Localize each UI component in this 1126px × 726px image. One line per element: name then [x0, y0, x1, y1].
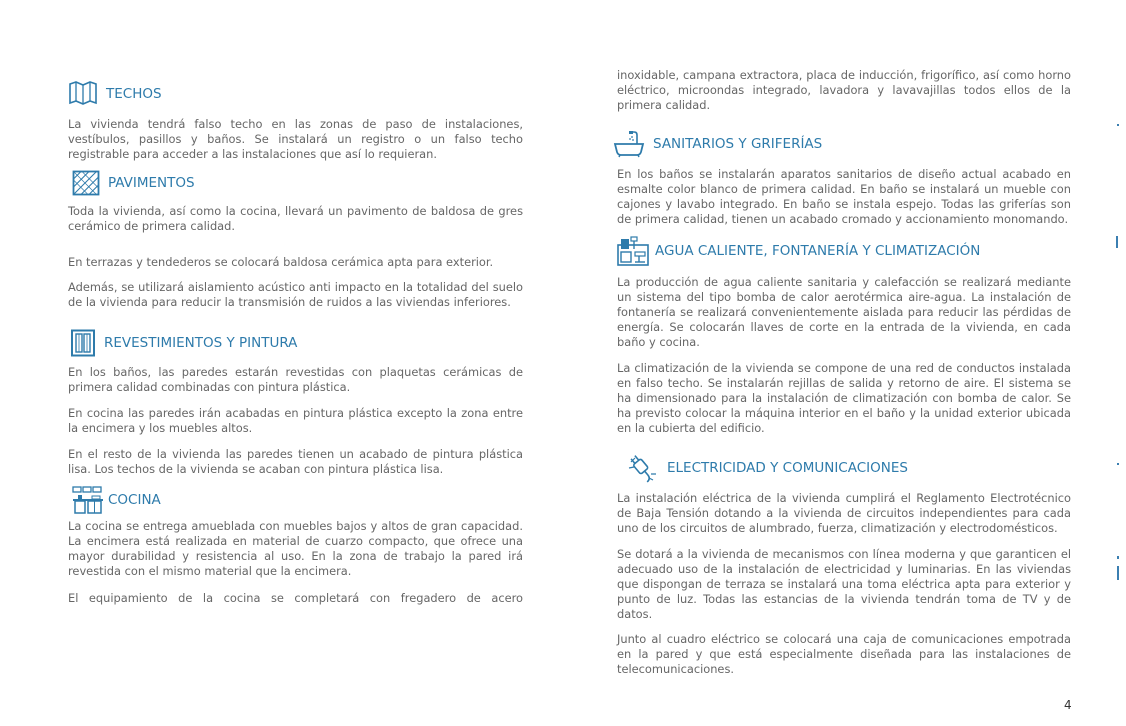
section-title: PAVIMENTOS [108, 175, 195, 191]
edge-fragment [1117, 556, 1119, 559]
section-title: SANITARIOS Y GRIFERÍAS [653, 136, 823, 152]
section-heading-sanitarios [613, 130, 822, 158]
water-heater-icon [617, 236, 649, 266]
paragraph: Se dotará a la vivienda de mecanismos con línea moderna y que garanticen el adecuado uso de la instalación de electricidad y luminarias. En las viviendas que dispongan de terraza se instalará una toma eléctrica apta para exterior y punto de luz. Todas las estancias de la vivienda tendrán toma de TV y de datos. [617, 547, 1071, 621]
section-heading-techos [68, 81, 162, 107]
paragraph: En el resto de la vivienda las paredes tienen un acabado de pintura plástica lisa. Los techos de la vivienda se acaban con pintura plástica lisa. [68, 447, 523, 476]
edge-fragment [1117, 463, 1119, 465]
paragraph: La instalación eléctrica de la vivienda cumplirá el Reglamento Electrotécnico de Baja Tensión dotando a la vivienda de circuitos independientes para cada uno de los circuitos de alumbrado, fuerza, climatización y electrodomésticos. [617, 491, 1071, 535]
section-heading-electricidad [627, 452, 908, 484]
paragraph: La producción de agua caliente sanitaria y calefacción se realizará mediante un sistema del tipo bomba de calor aerotérmica aire-agua. La instalación de fontanería se realizará convenientemente aislada para reducir las pérdidas de energía. Se colocarán llaves de corte en la entrada de la vivienda, en cada baño y cocina. [617, 275, 1071, 349]
section-title: AGUA CALIENTE, FONTANERÍA Y CLIMATIZACIÓN [655, 243, 981, 259]
paragraph: El equipamiento de la cocina se completará con fregadero de acero [68, 591, 523, 605]
section-title: COCINA [108, 492, 161, 508]
paragraph: Toda la vivienda, así como la cocina, llevará un pavimento de baldosa de gres cerámico de primera calidad. [68, 204, 523, 233]
edge-fragment [1117, 124, 1119, 126]
paragraph: En los baños se instalarán aparatos sanitarios de diseño actual acabado en esmalte color blanco de primera calidad. En baño se instalará un mueble con cajones y lavabo integrado. En baño se instala espejo. Todas las griferías son de primera calidad, tienen un acabado cromado y accionamiento monomando. [617, 167, 1071, 226]
floor-tiles-icon [72, 170, 100, 196]
edge-fragment [1117, 566, 1119, 580]
ceiling-icon [68, 81, 98, 107]
paragraph: En cocina las paredes irán acabadas en pintura plástica excepto la zona entre la encimera y los muebles altos. [68, 406, 523, 435]
section-title: TECHOS [106, 86, 162, 102]
paragraph: Junto al cuadro eléctrico se colocará una caja de comunicaciones empotrada en la pared y que está especialmente diseñada para las instalaciones de telecomunicaciones. [617, 632, 1071, 676]
paragraph: En los baños, las paredes estarán revestidas con plaquetas cerámicas de primera calidad combinadas con pintura plástica. [68, 365, 523, 394]
paragraph: La climatización de la vivienda se compone de una red de conductos instalada en falso techo. Se instalarán rejillas de salida y retorno de aire. El sistema se ha dimensionado para la instalación de climatización con bomba de calor. Se ha previsto colocar la máquina interior en el baño y la unidad exterior ubicada en la cubierta del edificio. [617, 361, 1071, 435]
section-title: REVESTIMIENTOS Y PINTURA [104, 335, 298, 351]
paragraph: inoxidable, campana extractora, placa de inducción, frigorífico, así como horno eléctrico, microondas integrado, lavadora y lavavajillas todos ellos de la primera calidad. [617, 68, 1071, 112]
section-heading-cocina [72, 486, 161, 514]
kitchen-icon [72, 486, 104, 514]
edge-fragment [1116, 236, 1118, 248]
bathtub-icon [613, 130, 645, 158]
paragraph: La vivienda tendrá falso techo en las zonas de paso de instalaciones, vestíbulos, pasillos y baños. Se instalará un registro o un falso techo registrable para acceder a las instalaciones que así lo requieran. [68, 117, 523, 161]
section-heading-pavimentos [72, 170, 195, 196]
wall-panel-icon [70, 329, 96, 357]
section-heading-agua [617, 236, 980, 266]
section-heading-revestimientos [70, 329, 297, 357]
paragraph: En terrazas y tendederos se colocará baldosa cerámica apta para exterior. [68, 255, 494, 269]
section-title: ELECTRICIDAD Y COMUNICACIONES [667, 460, 908, 476]
plug-icon [627, 452, 657, 484]
paragraph: La cocina se entrega amueblada con muebles bajos y altos de gran capacidad. La encimera está realizada en material de cuarzo compacto, que ofrece una mayor durabilidad y resistencia al uso. En la zona de trabajo la pared irá revestida con el mismo material que la encimera. [68, 519, 523, 578]
paragraph: Además, se utilizará aislamiento acústico anti impacto en la totalidad del suelo de la vivienda para reducir la transmisión de ruidos a las viviendas inferiores. [68, 280, 523, 309]
page-number: 4 [1064, 698, 1072, 712]
